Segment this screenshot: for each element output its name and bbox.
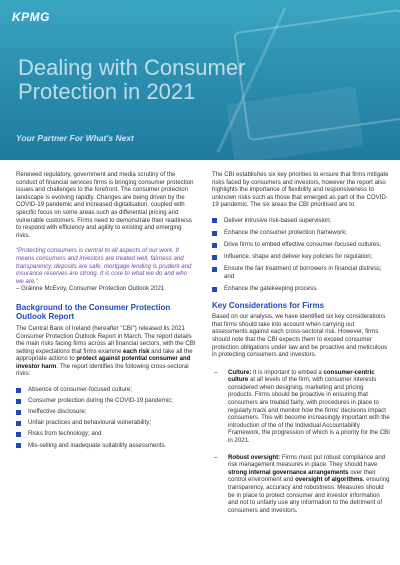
list-item-text: Unfair practices and behavioural vulnerability; xyxy=(28,419,151,427)
pull-quote xyxy=(16,247,196,293)
bullet-square-icon xyxy=(212,231,217,236)
list-item-text: Risks from technology; and xyxy=(28,430,102,438)
bullet-square-icon xyxy=(16,399,21,404)
emphasis: consumer-centric culture xyxy=(228,368,375,384)
list-item xyxy=(212,241,390,249)
considerations-heading: Key Considerations for Firms xyxy=(212,300,325,310)
list-item xyxy=(16,408,196,416)
list-item-text: Consumer protection during the COVID-19 pandemic; xyxy=(28,397,173,405)
background-paragraph xyxy=(16,325,196,378)
intro-paragraph: Renewed regulatory, government and media scrutiny of the conduct of financial services firms is bringing consumer protection issues and challenges to the forefront. The consumer protection landscape is evolving rapidly. Changes are being driven by the COVID-19 pandemic and increased digitalisation, coupled with specific focus on some areas such as differential pricing and vulnerable customers. Firms need to demonstrate their readiness to respond with efficiency and agility to existing and emerging risks. xyxy=(16,171,194,239)
text-span: and take all the appropriate actions to xyxy=(16,347,193,363)
list-item-text: Drive firms to embed effective consumer-focused cultures; xyxy=(224,241,382,249)
list-item xyxy=(16,419,196,427)
text-span: , ensuring transparency, accuracy and robustness. Measures should be in place to protect consumer and investor information and not to unfairly use any information to the detriment of consumers and investors. xyxy=(228,476,390,514)
list-item xyxy=(212,253,390,261)
emphasis: strong internal governance arrangements xyxy=(228,468,349,476)
list-item xyxy=(212,454,390,515)
text-span: . The report identifies the following cross-sectoral risks: xyxy=(16,362,189,378)
list-item-text: Ensure the fair treatment of borrowers in financial distress; and xyxy=(224,265,382,280)
page-title: Dealing with Consumer Protection in 2021 xyxy=(18,55,246,104)
text-span: over their control environment and xyxy=(228,468,376,484)
background-heading: Background to the Consumer Protection Outlook Report xyxy=(16,302,171,322)
emphasis: protect against potential consumer and investor harm xyxy=(16,355,191,370)
list-item xyxy=(212,369,390,445)
item-lead: Robust oversight: xyxy=(228,453,281,461)
bullet-square-icon xyxy=(212,255,217,260)
list-item-text: Enhance the consumer protection framework; xyxy=(224,229,347,237)
list-item xyxy=(212,229,390,237)
left-column xyxy=(16,171,196,457)
list-item xyxy=(16,386,196,394)
text-span: at all levels of the firm, with consumer interests considered when designing, marketing and pricing products. Firms should be proactive in ensuring that consumers are treated fairly, with procedures in place to regularly track and monitor how the firms' decisions impact consumers. This will become increasingly important with the introduction of the of the Individual Accountability Framework, the progression of which is a priority for the CBI in 2021. xyxy=(228,376,390,445)
item-lead: Culture: xyxy=(228,368,252,376)
priority-list xyxy=(212,217,390,293)
considerations-paragraph: Based on our analysis, we have identified six key considerations that firms should take into account when carrying out assessments against each cross-sectoral risk. However, firms should note that the CBI expects them to exceed consumer protection obligations under law and be proactive and meticulous in protecting consumers and investors. xyxy=(212,313,388,359)
list-item xyxy=(212,217,390,225)
list-item-text: Enhance the gatekeeping process. xyxy=(224,285,318,293)
text-span: Firms must put robust compliance and risk management measures in place. They should have xyxy=(228,453,386,469)
list-item xyxy=(212,285,390,293)
list-item-text: Ineffective disclosure; xyxy=(28,408,87,416)
quote-source: – Gráinne McEvoy, Consumer Protection Outlook 2021 xyxy=(16,285,165,293)
bullet-square-icon xyxy=(212,218,217,223)
quote-text: “Protecting consumers is central to all aspects of our work. It means consumers and investors are treated well, fairness and transparency, deposits are safe, mortgage lending is prudent and insurance reserves are strong. It is core to what we do and who we are.” xyxy=(16,247,192,285)
list-item-text: Deliver intrusive risk-based supervision; xyxy=(224,216,332,224)
priorities-intro: The CBI establishes six key priorities to ensure that firms mitigate risks faced by consumers and investors, however the report also highlights the importance of flexibility and responsiveness to unknown risks such as those that emerged as part of the COVID-19 pandemic. The six areas the CBI prioritised are to: xyxy=(212,171,389,209)
list-item xyxy=(16,430,196,438)
kpmg-logo: KPMG xyxy=(12,10,50,24)
dash-marker: – xyxy=(214,453,218,461)
tagline: Your Partner For What's Next xyxy=(16,133,134,143)
list-item xyxy=(16,397,196,405)
risk-list xyxy=(16,386,196,449)
considerations-list xyxy=(212,369,390,515)
bullet-square-icon xyxy=(212,243,217,248)
bullet-square-icon xyxy=(16,421,21,426)
bullet-square-icon xyxy=(16,432,21,437)
emphasis: oversight of algorithms xyxy=(295,476,363,484)
bullet-square-icon xyxy=(212,287,217,292)
list-item-text: Absence of consumer-focused culture; xyxy=(28,386,132,394)
list-item xyxy=(16,442,196,450)
bullet-square-icon xyxy=(16,388,21,393)
dash-marker: – xyxy=(214,368,218,376)
bullet-square-icon xyxy=(16,443,21,448)
bullet-square-icon xyxy=(212,267,217,272)
list-item-text: Influence, shape and deliver key policies for regulation; xyxy=(224,253,373,261)
list-item-text: Mis-selling and inadequate suitability assessments. xyxy=(28,441,167,449)
hero-banner xyxy=(0,0,400,160)
list-item xyxy=(212,265,390,280)
emphasis: each risk xyxy=(123,347,150,355)
bullet-square-icon xyxy=(16,410,21,415)
right-column xyxy=(212,171,390,523)
text-span: The Central Bank of Ireland (hereafter "CBI") released its 2021 Consumer Protection Outlook Report in March. The report details the main risks facing firms across all financial sectors, with the CBI setting expectations that firms examine xyxy=(16,324,196,355)
text-span: It is important to embed a xyxy=(251,368,324,376)
